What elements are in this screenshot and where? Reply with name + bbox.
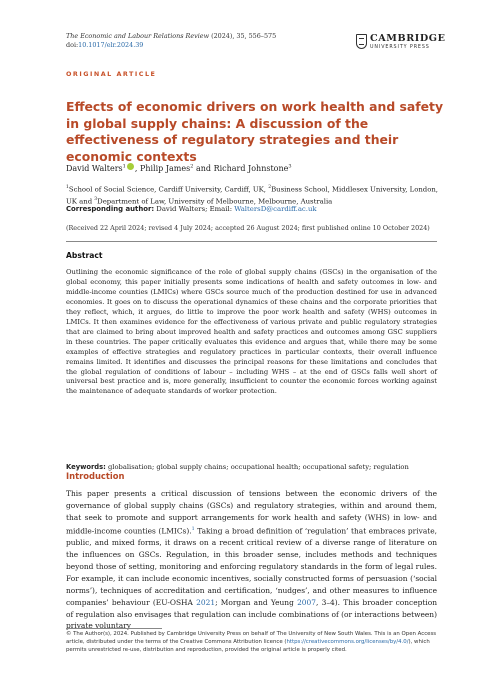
author-list: [66, 163, 292, 173]
cambridge-logo: [356, 33, 446, 53]
keywords-label: Keywords:: [66, 463, 106, 471]
received-dates: (Received 22 April 2024; revised 4 July 2024; accepted 26 August 2024; first published online 10 October 2024): [66, 224, 430, 232]
article-title: Effects of economic drivers on work health and safety in global supply chains: A discussion of the effectiveness of regulatory strategies and their economic contexts: [66, 99, 444, 164]
journal-header: [66, 32, 276, 49]
logo-press-text: UNIVERSITY PRESS: [370, 45, 430, 50]
affiliation-text: Department of Law, University of Melbourne, Melbourne, Australia: [97, 197, 333, 206]
section-tag: ORIGINAL ARTICLE: [66, 70, 157, 78]
author-name: Philip James: [139, 164, 191, 173]
author-affil-mark: 2: [190, 163, 194, 170]
intro-sentence: This paper presents a critical discussion of tensions between the economic drivers of the governance of global supply chains (GSCs) and regulatory strategies, within and around them, that seek to promote and support arrangements for work health and safety (WHS) in low- and middle-income counties (LMICs).: [66, 489, 437, 536]
crest-icon: [356, 34, 367, 49]
affiliation-text: School of Social Science, Cardiff University, Cardiff, UK,: [68, 185, 269, 194]
footnote-marker[interactable]: 1: [191, 526, 195, 532]
author-separator: and: [193, 164, 214, 173]
abstract-text: Outlining the economic significance of the role of global supply chains (GSCs) in the organisation of the global economy, this paper initially presents some indications of health and safety outcomes in low- and middle-income counties (LMICs) where GSCs source much of the production destined for use in advanced economies. It goes on to discuss the operational dynamics of these chains and the corporate priorities that they reflect, which, it argues, do little to improve the poor work health and safety (WHS) outcomes in LMICs. It then examines evidence for the effectiveness of various private and public regulatory strategies that are claimed to bring about improved health and safety practices and outcomes among GSC suppliers in these countries. The paper critically evaluates this evidence and argues that, while there may be some examples of effective strategies and regulatory practices in particular contexts, their overall influence remains limited. It identifies and discusses the principal reasons for these limitations and concludes that the global regulation of conditions of labour – including WHS – at the end of GSCs falls well short of universal best practice and is, more generally, insufficient to counter the economic forces working against the maintenance of adequate standards of worker protection.: [66, 268, 437, 396]
affil-mark: 3: [94, 196, 98, 202]
affil-mark: 2: [268, 185, 272, 190]
affiliation-text: Business School, Middlesex University, London, UK and: [66, 185, 438, 206]
doi-prefix: doi:: [66, 40, 79, 49]
intro-sentence: , 3–4). This broader conception of regulation also envisages that regulation can include combinations of (or interactions between) private voluntary: [66, 597, 437, 631]
footnote-text: ), which permits unrestricted re-use, distribution and reproduction, provided the original article is properly cited.: [66, 638, 430, 653]
corresponding-label: Corresponding author:: [66, 205, 155, 213]
corresponding-author: [66, 205, 317, 213]
footnote-text: © The Author(s), 2024. Published by Cambridge University Press on behalf of The University of New South Wales. This is an Open Access article, distributed under the terms of the Creative Commons Attribution licence (: [66, 631, 437, 645]
footnote-divider: [66, 628, 162, 629]
citation-link[interactable]: 2007: [297, 597, 317, 607]
license-link[interactable]: https://creativecommons.org/licenses/by/4.0/: [286, 638, 409, 645]
copyright-footnote: [66, 631, 437, 655]
author-affil-mark: 1: [122, 163, 126, 170]
intro-sentence: Taking a broad definition of ‘regulation’ that embraces private, public, and mixed forms, it draws on a recent critical review of a diverse range of literature on the influences on GSCs. Regulation, in this broader sense, includes methods and techniques beyond those of setting, monitoring and enforcing regulatory standards in the form of legal rules. For example, it can include economic incentives, socially constructed forms of persuasion (‘social norms’), techniques of accreditation and certification, ‘nudges’, and other measures to influence companies’ behaviour (EU-OSHA: [66, 526, 438, 607]
logo-brand-text: CAMBRIDGE: [370, 33, 446, 44]
orcid-icon[interactable]: [127, 163, 134, 170]
intro-sentence: ; Morgan and Yeung: [215, 597, 298, 607]
corresponding-text: David Walters; Email:: [154, 205, 235, 213]
citation-link[interactable]: 2021: [196, 597, 216, 607]
journal-name: The Economic and Labour Relations Review: [66, 32, 210, 40]
journal-volume-pages: (2024), 35, 556–575: [209, 32, 277, 40]
affiliations: [66, 183, 438, 207]
introduction-text: [66, 488, 437, 632]
doi-link[interactable]: 10.1017/elr.2024.39: [78, 40, 144, 49]
email-link[interactable]: WaltersD@cardiff.ac.uk: [234, 205, 317, 213]
keywords-text: globalisation; global supply chains; occupational health; occupational safety; regulation: [105, 463, 409, 471]
author-name: Richard Johnstone: [213, 164, 289, 173]
keywords: [66, 463, 437, 471]
author-separator: ,: [134, 164, 140, 173]
author-affil-mark: 3: [288, 163, 292, 170]
abstract-heading: Abstract: [66, 251, 103, 260]
author-name: David Walters: [66, 164, 123, 173]
divider: [66, 241, 437, 242]
introduction-heading: Introduction: [66, 471, 125, 481]
affil-mark: 1: [66, 185, 69, 190]
